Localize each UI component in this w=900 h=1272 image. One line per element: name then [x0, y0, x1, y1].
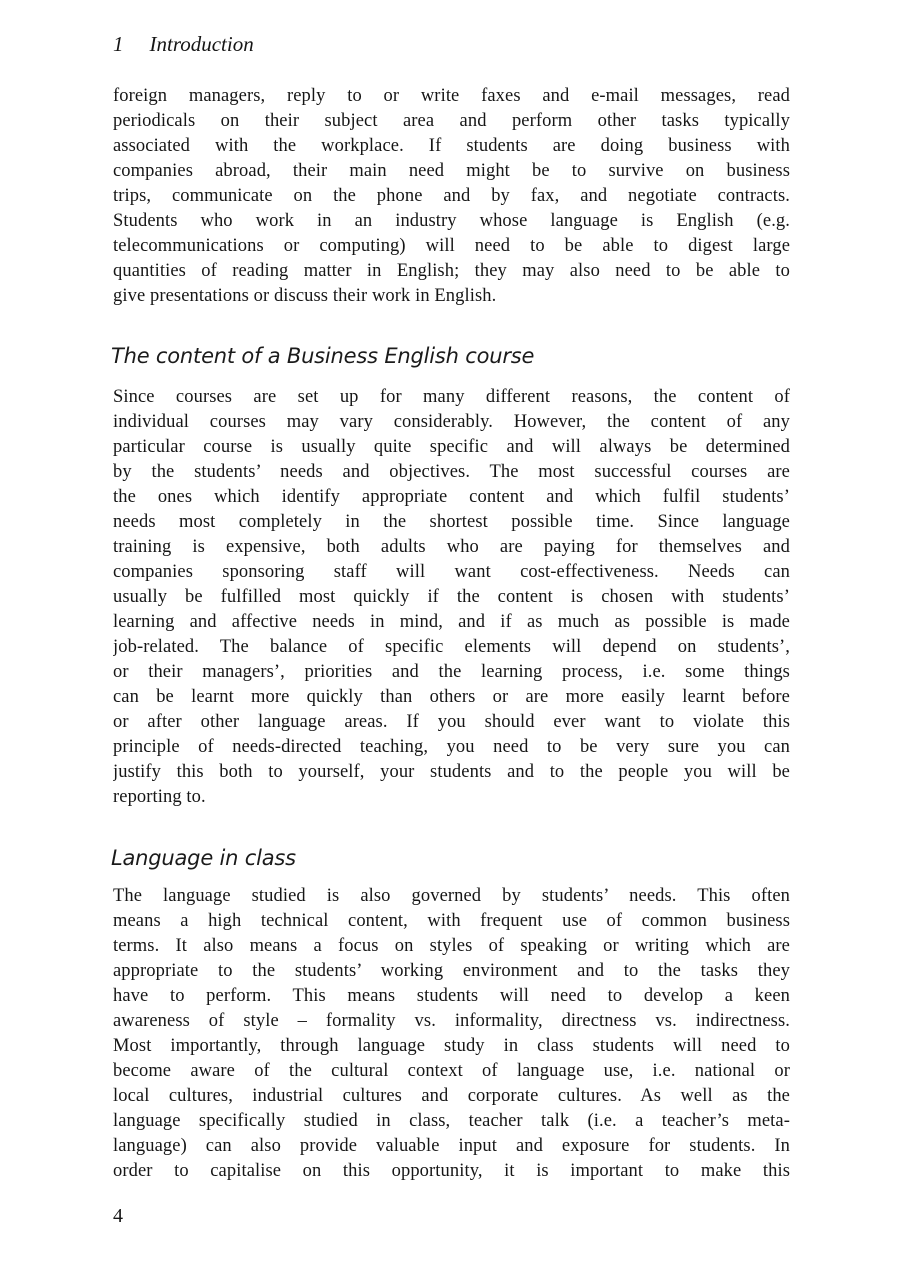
text-line: appropriate to the students’ working environment and to the tasks they: [113, 961, 790, 981]
text-line: The language studied is also governed by students’ needs. This often: [113, 886, 790, 906]
section-heading: The content of a Business English course: [111, 344, 535, 368]
text-line: needs most completely in the shortest possible time. Since language: [113, 512, 790, 532]
section-heading: Language in class: [111, 846, 296, 870]
text-line: local cultures, industrial cultures and corporate cultures. As well as the: [113, 1086, 790, 1106]
text-line: job-related. The balance of specific elements will depend on students’,: [113, 637, 790, 657]
text-line: associated with the workplace. If students are doing business with: [113, 136, 790, 156]
text-line: companies abroad, their main need might be to survive on business: [113, 161, 790, 181]
text-line: reporting to.: [113, 787, 206, 807]
chapter-title: Introduction: [149, 32, 254, 56]
text-line: Most importantly, through language study in class students will need to: [113, 1036, 790, 1056]
text-line: means a high technical content, with frequent use of common business: [113, 911, 790, 931]
chapter-header: [113, 31, 254, 57]
text-line: individual courses may vary considerably. However, the content of any: [113, 412, 790, 432]
text-line: can be learnt more quickly than others or are more easily learnt before: [113, 687, 790, 707]
text-line: learning and affective needs in mind, and if as much as possible is made: [113, 612, 790, 632]
text-line: awareness of style – formality vs. informality, directness vs. indirectness.: [113, 1011, 790, 1031]
text-line: terms. It also means a focus on styles of speaking or writing which are: [113, 936, 790, 956]
text-line: by the students’ needs and objectives. The most successful courses are: [113, 462, 790, 482]
page-number: 4: [113, 1205, 123, 1227]
text-line: companies sponsoring staff will want cost-effectiveness. Needs can: [113, 562, 790, 582]
text-line: or after other language areas. If you should ever want to violate this: [113, 712, 790, 732]
chapter-number: 1: [113, 32, 124, 56]
text-line: the ones which identify appropriate content and which fulfil students’: [113, 487, 790, 507]
text-line: trips, communicate on the phone and by fax, and negotiate contracts.: [113, 186, 790, 206]
text-line: language) can also provide valuable input and exposure for students. In: [113, 1136, 790, 1156]
text-line: order to capitalise on this opportunity, it is important to make this: [113, 1161, 790, 1181]
text-line: usually be fulfilled most quickly if the content is chosen with students’: [113, 587, 790, 607]
text-line: particular course is usually quite specific and will always be determined: [113, 437, 790, 457]
text-line: principle of needs-directed teaching, you need to be very sure you can: [113, 737, 790, 757]
text-line: telecommunications or computing) will need to be able to digest large: [113, 236, 790, 256]
text-line: Students who work in an industry whose language is English (e.g.: [113, 211, 790, 231]
text-line: have to perform. This means students will need to develop a keen: [113, 986, 790, 1006]
paragraph: [113, 385, 790, 810]
text-line: justify this both to yourself, your students and to the people you will be: [113, 762, 790, 782]
text-line: become aware of the cultural context of language use, i.e. national or: [113, 1061, 790, 1081]
text-line: foreign managers, reply to or write faxes and e-mail messages, read: [113, 86, 790, 106]
paragraph: [113, 884, 790, 1184]
text-line: training is expensive, both adults who are paying for themselves and: [113, 537, 790, 557]
text-line: periodicals on their subject area and perform other tasks typically: [113, 111, 790, 131]
text-line: Since courses are set up for many different reasons, the content of: [113, 387, 790, 407]
text-line: language specifically studied in class, teacher talk (i.e. a teacher’s meta-: [113, 1111, 790, 1131]
text-line: or their managers’, priorities and the learning process, i.e. some things: [113, 662, 790, 682]
text-line: give presentations or discuss their work in English.: [113, 286, 497, 306]
paragraph: [113, 84, 790, 309]
text-line: quantities of reading matter in English; they may also need to be able to: [113, 261, 790, 281]
